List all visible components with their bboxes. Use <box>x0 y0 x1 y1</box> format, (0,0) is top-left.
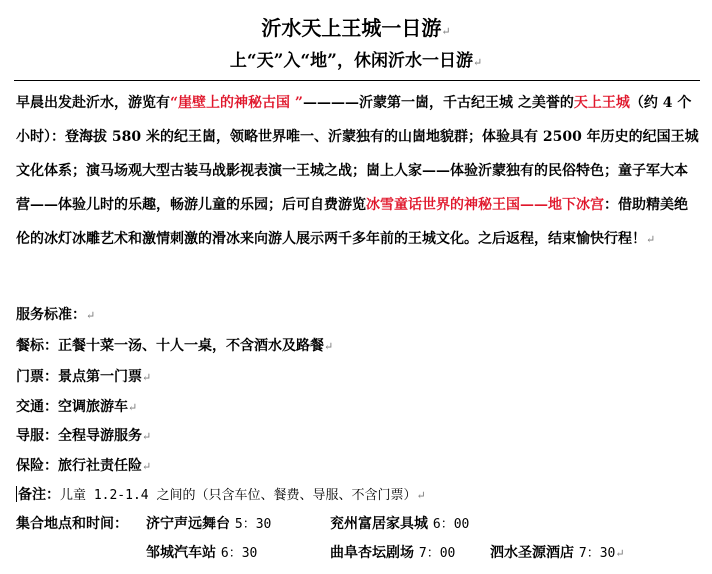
meeting-point-4-name: 曲阜杏坛剧场 <box>330 545 414 561</box>
title-text: 沂水天上王城一日游 <box>261 16 442 40</box>
title-divider <box>14 80 700 81</box>
services-heading-text: 服务标准： <box>16 307 86 323</box>
service-insurance-text: 保险：旅行社责任险 <box>16 458 142 474</box>
service-guide <box>16 425 151 448</box>
service-transport <box>16 396 137 419</box>
meeting-point-5 <box>490 542 625 565</box>
meeting-point-4 <box>330 542 455 565</box>
service-tickets-text: 门票：景点第一门票 <box>16 369 142 385</box>
meeting-point-2-name: 兖州富居家具城 <box>330 516 428 532</box>
service-transport-text: 交通：空调旅游车 <box>16 399 128 415</box>
intro-text-4: ：借助精美绝伦的冰灯冰雕艺术和激情刺激的滑冰来向游人展示两千多年前的王城文化。之后返程，结束愉快行程！ <box>16 197 688 247</box>
subtitle-text: 上“天”入“地”，休闲沂水一日游 <box>229 51 473 71</box>
itinerary-paragraph <box>16 86 700 257</box>
note-label: 备注： <box>18 487 60 503</box>
intro-text-3: （约 4 个小时）：登海拔 580 米的纪王崮，领略世界唯一、沂蒙独有的山崮地貌群；体验具有 2500 年历史的纪国王城文化体系；演马场观大型古装马战影视表演一王城之战；崮上人家——体验沂蒙独有的民俗特色；童子军大本营——体验儿时的乐趣，畅游儿童的乐园；后可自费游览 <box>16 95 699 213</box>
intro-text-1: 早晨出发赴沂水，游览有 <box>16 95 170 111</box>
service-meals-text: 餐标：正餐十菜一汤、十人一桌，不含酒水及路餐 <box>16 338 324 354</box>
text-cursor-icon <box>16 486 17 502</box>
meeting-point-3-name: 邹城汽车站 <box>146 545 216 561</box>
meeting-point-1-name: 济宁声远舞台 <box>146 516 230 532</box>
service-insurance <box>16 455 151 478</box>
meeting-point-5-time: 7：30 <box>578 546 616 561</box>
document-title <box>0 14 712 46</box>
meeting-point-2 <box>330 513 469 536</box>
paragraph-mark-icon: ↵ <box>324 340 334 353</box>
paragraph-mark-icon: ↵ <box>142 460 152 473</box>
meeting-label: 集合地点和时间： <box>16 516 128 532</box>
paragraph-mark-icon: ↵ <box>646 233 656 246</box>
highlight-ice-palace: 冰雪童话世界的神秘王国——地下冰宫 <box>366 197 604 213</box>
meeting-point-1-time: 5：30 <box>234 517 272 532</box>
paragraph-mark-icon: ↵ <box>128 401 138 414</box>
paragraph-mark-icon: ↵ <box>441 25 451 38</box>
document-subtitle <box>0 48 712 76</box>
meeting-point-4-time: 7：00 <box>418 546 456 561</box>
meeting-point-3-time: 6：30 <box>220 546 258 561</box>
intro-text-2: ————沂蒙第一崮，千古纪王城 之美誉的 <box>302 95 574 111</box>
paragraph-mark-icon: ↵ <box>86 309 96 322</box>
service-note <box>16 484 426 507</box>
paragraph-mark-icon: ↵ <box>142 430 152 443</box>
paragraph-mark-icon: ↵ <box>142 371 152 384</box>
service-guide-text: 导服：全程导游服务 <box>16 428 142 444</box>
meeting-point-1 <box>146 513 271 536</box>
paragraph-mark-icon: ↵ <box>615 547 625 560</box>
meeting-point-5-name: 泗水圣源酒店 <box>490 545 574 561</box>
paragraph-mark-icon: ↵ <box>416 489 426 502</box>
services-heading <box>16 304 95 327</box>
highlight-sky-city: 天上王城 <box>573 95 630 111</box>
note-text: 儿童 1.2-1.4 之间的（只含车位、餐费、导服、不含门票） <box>60 488 417 503</box>
service-meals <box>16 335 333 358</box>
service-tickets <box>16 366 151 389</box>
meeting-point-3 <box>146 542 257 565</box>
paragraph-mark-icon: ↵ <box>472 56 483 69</box>
meeting-point-2-time: 6：00 <box>432 517 470 532</box>
highlight-cliff-kingdom: “崖壁上的神秘古国 ” <box>170 95 303 111</box>
